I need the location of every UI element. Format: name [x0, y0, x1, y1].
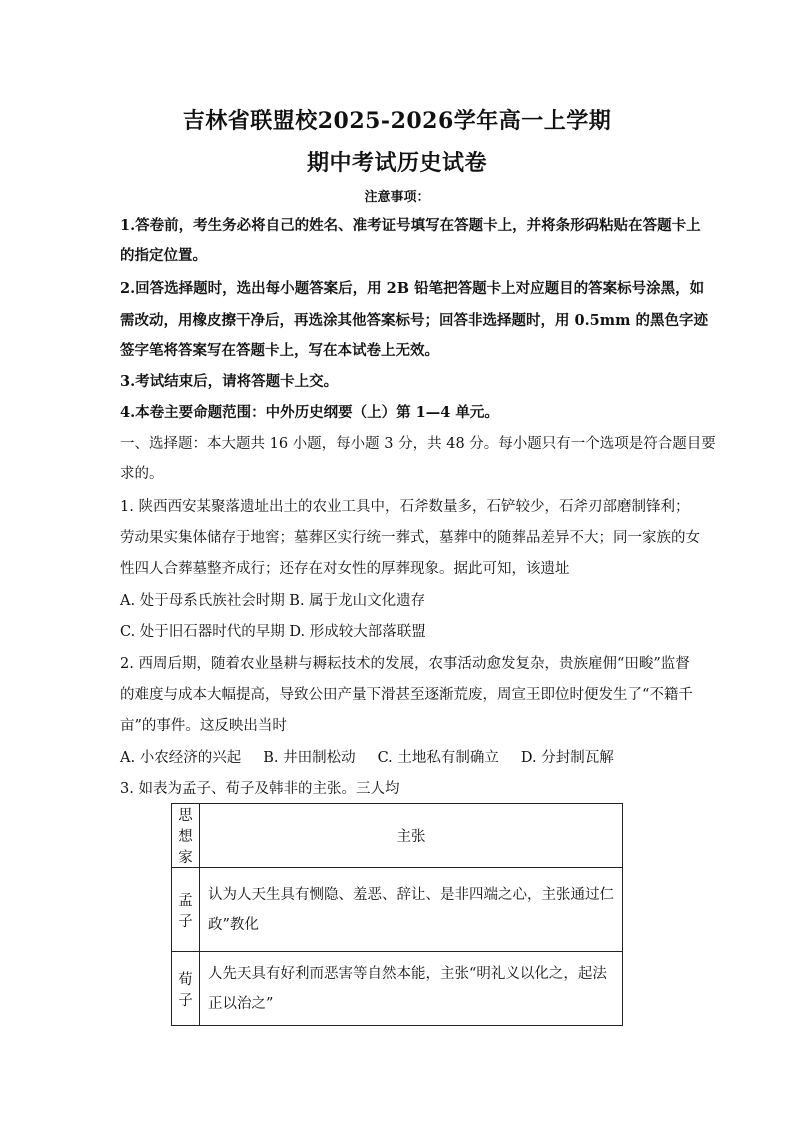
table-header-row: [172, 804, 623, 868]
table-cell-claim: [200, 952, 623, 1026]
question-1-options: C. 处于旧石器时代的早期 D. 形成较大部落联盟: [120, 624, 426, 640]
table-header-thinker: 思想家: [172, 804, 200, 868]
question-2-option-a: A. 小农经济的兴起: [120, 750, 242, 766]
notice-line: 的指定位置。: [120, 247, 207, 264]
question-1-stem: 性四人合葬墓整齐成行；还存在对女性的厚葬现象。据此可知，该遗址: [120, 561, 570, 577]
exam-title-line2: 期中考试历史试卷: [306, 150, 487, 176]
notice-line: 2.回答选择题时，选出每小题答案后，用 2B 铅笔把答题卡上对应题目的答案标号涂黑，如: [120, 280, 705, 297]
question-1-stem: 劳动果实集体储存于地窖；墓葬区实行统一葬式，墓葬中的随葬品差异不大；同一家族的女: [120, 530, 700, 546]
table-cell-thinker: 孟子: [172, 868, 200, 952]
question-2-option-c: C. 土地私有制确立: [377, 750, 499, 766]
table-header-claim: 主张: [200, 804, 623, 868]
table-row: [172, 952, 623, 1026]
section-heading-cont: 求的。: [120, 466, 164, 482]
claim-line: 人先天具有好利而恶害等自然本能，主张“明礼义以化之，起法: [208, 965, 607, 982]
question-2-option-b: B. 井田制松动: [263, 750, 356, 766]
claim-line: 政”教化: [208, 916, 259, 933]
exam-title-line1: 吉林省联盟校2025-2026学年高一上学期: [182, 108, 612, 134]
question-2-stem: 的难度与成本大幅提高，导致公田产量下滑甚至逐渐荒废，周宣王即位时便发生了“不籍千: [120, 687, 693, 703]
thinkers-table: [171, 803, 623, 1026]
question-2-option-d: D. 分封制瓦解: [520, 750, 614, 766]
claim-line: 认为人天生具有恻隐、羞恶、辞让、是非四端之心，主张通过仁: [208, 886, 614, 903]
notice-line: 1.答卷前，考生务必将自己的姓名、准考证号填写在答题卡上，并将条形码粘贴在答题卡上: [120, 217, 701, 234]
section-heading: 一、选择题：本大题共 16 小题，每小题 3 分，共 48 分。每小题只有一个选项是符合题目要: [120, 436, 716, 452]
question-1-stem: 1. 陕西西安某聚落遗址出土的农业工具中，石斧数量多，石铲较少，石斧刃部磨制锋利；: [120, 499, 690, 515]
table-cell-claim: [200, 868, 623, 952]
notice-heading: 注意事项：: [364, 190, 430, 205]
notice-line: 需改动，用橡皮擦干净后，再选涂其他答案标号；回答非选择题时，用 0.5mm 的黑色字迹: [120, 312, 709, 329]
question-1-options: A. 处于母系氏族社会时期 B. 属于龙山文化遗存: [120, 593, 426, 609]
question-2-stem: 亩”的事件。这反映出当时: [120, 718, 287, 734]
notice-line: 签字笔将答案写在答题卡上，写在本试卷上无效。: [120, 342, 439, 359]
notice-line: 3.考试结束后，请将答题卡上交。: [120, 373, 339, 390]
question-2-options: [120, 748, 680, 768]
claim-line: 正以治之”: [208, 995, 274, 1012]
question-2-stem: 2. 西周后期，随着农业垦耕与耨耘技术的发展，农事活动愈发复杂，贵族雇佣“田畯”监督: [120, 656, 690, 672]
notice-line: 4.本卷主要命题范围：中外历史纲要（上）第 1—4 单元。: [120, 404, 499, 421]
table-row: [172, 868, 623, 952]
question-3-stem: 3. 如表为孟子、荀子及韩非的主张。三人均: [120, 781, 400, 797]
table-cell-thinker: 荀子: [172, 952, 200, 1026]
